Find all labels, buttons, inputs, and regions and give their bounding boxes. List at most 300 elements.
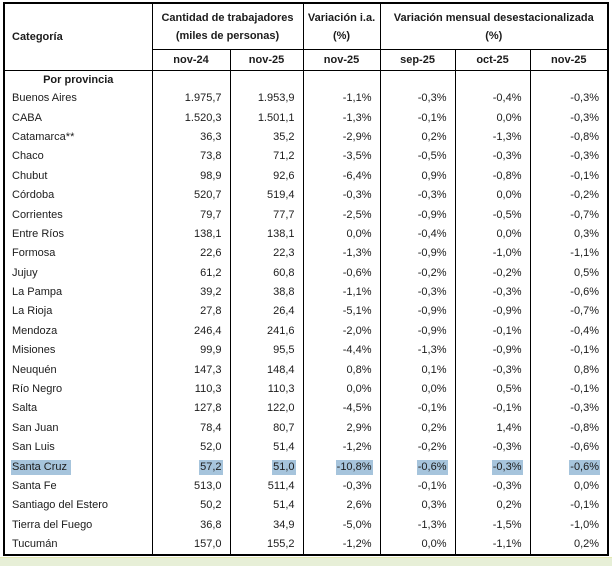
- cell-nov25: [230, 516, 303, 535]
- value-nov25-mensual: 0,5%: [573, 266, 600, 279]
- cell-sep25: [380, 186, 455, 205]
- province-name: CABA: [12, 111, 42, 124]
- value-nov25: 34,9: [273, 518, 295, 531]
- value-nov25: 80,7: [273, 421, 295, 434]
- cell-nov25: [230, 477, 303, 496]
- cell-nov25-mensual: [530, 419, 608, 438]
- value-nov25-mensual: -0,2%: [570, 189, 600, 202]
- cell-nov25: [230, 457, 303, 476]
- value-nov25: 22,3: [273, 247, 295, 260]
- value-nov25: 148,4: [266, 363, 295, 376]
- cell-nov25-mensual: [530, 477, 608, 496]
- group-subtitle-cantidad: (miles de personas): [175, 29, 280, 42]
- cell-variacion-ia: [303, 496, 380, 515]
- value-nov24: 73,8: [200, 150, 222, 163]
- value-sep25: 0,0%: [421, 538, 447, 551]
- value-nov25: 241,6: [266, 324, 295, 337]
- province-name: Salta: [12, 402, 38, 415]
- group-title-variacion-ia: Variación i.a.: [307, 11, 376, 24]
- cell-province-name: [4, 477, 152, 496]
- table-row: [4, 283, 608, 302]
- province-name: Mendoza: [12, 324, 58, 337]
- cell-nov25-mensual: [530, 380, 608, 399]
- cell-nov25-mensual: [530, 535, 608, 555]
- value-nov25: 51,0: [273, 460, 295, 473]
- cell-nov24: [152, 380, 230, 399]
- table-row: [4, 341, 608, 360]
- table-row: [4, 380, 608, 399]
- province-name: Jujuy: [12, 266, 38, 279]
- value-variacion-ia: 2,9%: [346, 421, 372, 434]
- table-row: [4, 147, 608, 166]
- value-nov24: 98,9: [200, 169, 222, 182]
- value-nov25: 60,8: [273, 266, 295, 279]
- value-nov25-mensual: -0,6%: [570, 286, 600, 299]
- cell-sep25: [380, 457, 455, 476]
- cell-oct25: [455, 380, 530, 399]
- empty-cell: [380, 71, 455, 90]
- value-nov25: 110,3: [267, 383, 295, 396]
- value-nov25-mensual: -0,7%: [570, 305, 600, 318]
- cell-variacion-ia: [303, 283, 380, 302]
- value-nov25: 95,5: [273, 344, 295, 357]
- value-sep25: -0,6%: [417, 460, 447, 473]
- value-nov24: 39,2: [200, 286, 222, 299]
- value-sep25: -0,5%: [417, 150, 447, 163]
- cell-sep25: [380, 147, 455, 166]
- cell-sep25: [380, 360, 455, 379]
- value-nov25-mensual: 0,3%: [573, 227, 600, 240]
- cell-variacion-ia: [303, 380, 380, 399]
- cell-province-name: [4, 457, 152, 476]
- cell-nov25: [230, 147, 303, 166]
- value-nov25-mensual: -0,8%: [570, 130, 600, 143]
- value-oct25: -0,1%: [492, 324, 522, 337]
- cell-province-name: [4, 496, 152, 515]
- cell-oct25: [455, 341, 530, 360]
- value-nov25: 35,2: [273, 130, 295, 143]
- cell-oct25: [455, 264, 530, 283]
- table-row: [4, 186, 608, 205]
- empty-cell: [152, 71, 230, 90]
- province-name: Tucumán: [12, 538, 58, 551]
- cell-nov25-mensual: [530, 302, 608, 321]
- cell-variacion-ia: [303, 399, 380, 418]
- table-body: [4, 71, 608, 90]
- cell-province-name: [4, 322, 152, 341]
- cell-sep25: [380, 244, 455, 263]
- cell-nov24: [152, 419, 230, 438]
- cell-oct25: [455, 496, 530, 515]
- cell-oct25: [455, 419, 530, 438]
- cell-sep25: [380, 128, 455, 147]
- cell-nov25-mensual: [530, 108, 608, 127]
- cell-province-name: [4, 341, 152, 360]
- value-sep25: -0,4%: [417, 227, 447, 240]
- cell-sep25: [380, 496, 455, 515]
- cell-province-name: [4, 360, 152, 379]
- cell-province-name: [4, 283, 152, 302]
- value-nov25-mensual: -0,6%: [570, 460, 600, 473]
- province-name: Misiones: [12, 344, 56, 357]
- value-variacion-ia: -3,5%: [342, 150, 372, 163]
- table-row: [4, 167, 608, 186]
- cell-nov24: [152, 205, 230, 224]
- value-variacion-ia: -1,1%: [342, 286, 372, 299]
- group-header-row: [4, 3, 608, 50]
- cell-nov25: [230, 380, 303, 399]
- cell-nov25-mensual: [530, 244, 608, 263]
- value-oct25: -0,3%: [492, 286, 522, 299]
- column-header-categoria: Categoría: [4, 3, 152, 71]
- cell-variacion-ia: [303, 341, 380, 360]
- value-variacion-ia: -5,0%: [342, 518, 372, 531]
- table-row: [4, 535, 608, 555]
- cell-nov24: [152, 264, 230, 283]
- value-nov25-mensual: -0,6%: [570, 441, 600, 454]
- cell-nov25: [230, 186, 303, 205]
- table-row: [4, 516, 608, 535]
- value-sep25: -0,3%: [417, 286, 447, 299]
- value-nov25-mensual: -0,3%: [570, 111, 600, 124]
- table-row: [4, 108, 608, 127]
- value-nov24: 110,3: [194, 383, 222, 396]
- column-header-oct25: oct-25: [455, 50, 530, 71]
- value-nov25: 138,1: [266, 227, 295, 240]
- value-nov24: 50,2: [200, 499, 222, 512]
- value-nov24: 78,4: [200, 421, 222, 434]
- province-name: Neuquén: [12, 363, 57, 376]
- value-sep25: -0,3%: [417, 189, 447, 202]
- value-oct25: -0,3%: [492, 480, 522, 492]
- value-variacion-ia: -4,4%: [342, 344, 372, 357]
- value-nov25-mensual: 0,8%: [573, 363, 600, 376]
- value-oct25: -0,1%: [492, 402, 522, 415]
- cell-oct25: [455, 457, 530, 476]
- value-nov25-mensual: -0,4%: [570, 324, 600, 337]
- cell-nov25: [230, 322, 303, 341]
- cell-nov25: [230, 399, 303, 418]
- cell-variacion-ia: [303, 302, 380, 321]
- cell-oct25: [455, 477, 530, 496]
- province-name: Corrientes: [12, 208, 63, 221]
- cell-nov24: [152, 244, 230, 263]
- table-row: [4, 128, 608, 147]
- cell-nov25: [230, 225, 303, 244]
- cell-nov25: [230, 283, 303, 302]
- table-row: [4, 205, 608, 224]
- province-name: Río Negro: [12, 383, 63, 396]
- value-variacion-ia: -0,6%: [342, 266, 372, 279]
- value-sep25: 0,0%: [421, 383, 447, 396]
- cell-variacion-ia: [303, 535, 380, 555]
- value-oct25: -0,3%: [492, 150, 522, 163]
- value-nov24: 27,8: [200, 305, 222, 318]
- cell-oct25: [455, 108, 530, 127]
- cell-nov25: [230, 419, 303, 438]
- cell-variacion-ia: [303, 516, 380, 535]
- table-row: [4, 302, 608, 321]
- value-oct25: -1,5%: [492, 518, 522, 531]
- value-sep25: 0,3%: [421, 499, 447, 512]
- column-header-nov25-mensual: nov-25: [530, 50, 608, 71]
- value-nov24: 99,9: [200, 344, 222, 357]
- value-nov25-mensual: -1,0%: [570, 518, 600, 531]
- cell-nov24: [152, 108, 230, 127]
- cell-province-name: [4, 205, 152, 224]
- cell-variacion-ia: [303, 205, 380, 224]
- cell-nov25-mensual: [530, 205, 608, 224]
- value-variacion-ia: -1,2%: [342, 538, 372, 551]
- column-header-sep25: sep-25: [380, 50, 455, 71]
- value-sep25: 0,2%: [421, 130, 447, 143]
- cell-oct25: [455, 322, 530, 341]
- value-nov25: 1.953,9: [257, 92, 295, 105]
- value-variacion-ia: -1,3%: [342, 247, 372, 260]
- group-title-variacion-mensual: Variación mensual desestacionalizada: [393, 11, 594, 24]
- value-variacion-ia: 2,6%: [346, 499, 372, 512]
- cell-oct25: [455, 399, 530, 418]
- value-nov24: 138,1: [193, 227, 222, 240]
- empty-cell: [230, 71, 303, 90]
- province-rows: [4, 89, 608, 555]
- cell-nov24: [152, 438, 230, 457]
- value-oct25: -0,3%: [492, 363, 522, 376]
- cell-province-name: [4, 380, 152, 399]
- value-oct25: 0,0%: [496, 189, 522, 202]
- value-nov24: 520,7: [193, 189, 222, 202]
- value-oct25: -1,0%: [492, 247, 522, 260]
- value-sep25: -1,3%: [417, 344, 447, 357]
- group-header-variacion-mensual: [380, 3, 608, 50]
- cell-nov24: [152, 128, 230, 147]
- cell-variacion-ia: [303, 225, 380, 244]
- cell-province-name: [4, 167, 152, 186]
- cell-nov24: [152, 322, 230, 341]
- cell-oct25: [455, 167, 530, 186]
- value-nov24: 1.975,7: [184, 92, 222, 105]
- empty-cell: [455, 71, 530, 90]
- cell-nov24: [152, 225, 230, 244]
- value-oct25: -0,8%: [492, 169, 522, 182]
- cell-nov25-mensual: [530, 167, 608, 186]
- value-sep25: 0,2%: [421, 421, 447, 434]
- table-row: [4, 264, 608, 283]
- group-header-variacion-ia: [303, 3, 380, 50]
- cell-nov25-mensual: [530, 147, 608, 166]
- cell-nov25-mensual: [530, 89, 608, 108]
- value-oct25: -0,3%: [492, 460, 522, 473]
- value-nov25-mensual: -0,7%: [570, 208, 600, 221]
- cell-nov25: [230, 264, 303, 283]
- cell-nov24: [152, 283, 230, 302]
- empty-cell: [303, 71, 380, 90]
- cell-nov25: [230, 302, 303, 321]
- value-nov25: 519,4: [266, 189, 295, 202]
- cell-nov24: [152, 516, 230, 535]
- cell-oct25: [455, 516, 530, 535]
- value-nov25-mensual: 0,0%: [573, 480, 600, 492]
- cell-sep25: [380, 205, 455, 224]
- value-nov24: 57,2: [200, 460, 222, 473]
- value-nov25-mensual: -0,3%: [570, 92, 600, 105]
- cell-nov25: [230, 496, 303, 515]
- value-nov25-mensual: 0,2%: [573, 538, 600, 551]
- cell-nov24: [152, 167, 230, 186]
- cell-nov25-mensual: [530, 457, 608, 476]
- value-nov24: 127,8: [193, 402, 222, 415]
- cell-nov25: [230, 535, 303, 555]
- cell-variacion-ia: [303, 477, 380, 496]
- value-nov24: 513,0: [193, 480, 222, 492]
- empty-cell: [530, 71, 608, 90]
- province-name: Santa Fe: [12, 480, 57, 492]
- value-variacion-ia: -5,1%: [342, 305, 372, 318]
- cell-nov25: [230, 89, 303, 108]
- cell-oct25: [455, 360, 530, 379]
- value-oct25: 0,5%: [496, 383, 522, 396]
- province-name: San Luis: [12, 441, 55, 454]
- value-sep25: -0,1%: [417, 111, 447, 124]
- cell-nov25: [230, 360, 303, 379]
- value-nov25-mensual: -0,1%: [570, 499, 600, 512]
- value-oct25: -0,3%: [492, 441, 522, 454]
- value-nov24: 157,0: [193, 538, 222, 551]
- value-nov24: 246,4: [193, 324, 222, 337]
- cell-nov25: [230, 341, 303, 360]
- cell-nov25: [230, 438, 303, 457]
- cell-sep25: [380, 438, 455, 457]
- value-sep25: -0,1%: [417, 480, 447, 492]
- cell-nov25-mensual: [530, 399, 608, 418]
- cell-nov25-mensual: [530, 264, 608, 283]
- value-nov25: 511,4: [267, 480, 295, 492]
- cell-province-name: [4, 128, 152, 147]
- table-row: [4, 496, 608, 515]
- cell-nov25-mensual: [530, 186, 608, 205]
- column-header-var-nov25: nov-25: [303, 50, 380, 71]
- value-nov25: 38,8: [273, 286, 295, 299]
- section-label: Por provincia: [4, 71, 152, 90]
- value-sep25: -0,9%: [417, 324, 447, 337]
- value-nov25: 51,4: [273, 441, 295, 454]
- value-sep25: 0,1%: [421, 363, 447, 376]
- group-title-cantidad: Cantidad de trabajadores: [161, 11, 294, 24]
- cell-nov25-mensual: [530, 341, 608, 360]
- value-variacion-ia: -6,4%: [342, 169, 372, 182]
- cell-oct25: [455, 225, 530, 244]
- cell-nov25: [230, 167, 303, 186]
- cell-nov24: [152, 89, 230, 108]
- value-sep25: -0,3%: [417, 92, 447, 105]
- province-name: Chaco: [12, 150, 44, 163]
- value-variacion-ia: -0,3%: [342, 189, 372, 202]
- cell-province-name: [4, 244, 152, 263]
- value-nov24: 61,2: [200, 266, 222, 279]
- value-variacion-ia: 0,0%: [346, 383, 372, 396]
- cell-variacion-ia: [303, 167, 380, 186]
- value-nov24: 52,0: [200, 441, 222, 454]
- cell-nov25-mensual: [530, 516, 608, 535]
- cell-variacion-ia: [303, 457, 380, 476]
- cell-sep25: [380, 322, 455, 341]
- value-oct25: -1,3%: [492, 130, 522, 143]
- cell-sep25: [380, 419, 455, 438]
- value-nov25: 92,6: [273, 169, 295, 182]
- value-variacion-ia: -1,1%: [342, 92, 372, 105]
- cell-sep25: [380, 516, 455, 535]
- cell-province-name: [4, 108, 152, 127]
- table-row: [4, 225, 608, 244]
- group-subtitle-variacion-ia: (%): [332, 29, 351, 42]
- cell-province-name: [4, 147, 152, 166]
- value-nov25: 122,0: [266, 402, 295, 415]
- cell-oct25: [455, 128, 530, 147]
- cell-nov24: [152, 186, 230, 205]
- value-sep25: -0,9%: [417, 208, 447, 221]
- cell-province-name: [4, 302, 152, 321]
- cell-sep25: [380, 89, 455, 108]
- cell-sep25: [380, 477, 455, 496]
- cell-sep25: [380, 302, 455, 321]
- value-oct25: -0,5%: [492, 208, 522, 221]
- value-nov24: 22,6: [200, 247, 222, 260]
- cell-variacion-ia: [303, 108, 380, 127]
- table-row: [4, 399, 608, 418]
- cell-sep25: [380, 108, 455, 127]
- cell-variacion-ia: [303, 244, 380, 263]
- cell-oct25: [455, 89, 530, 108]
- column-header-nov24: nov-24: [152, 50, 230, 71]
- province-name: Entre Ríos: [12, 227, 64, 240]
- cell-nov25-mensual: [530, 322, 608, 341]
- value-sep25: -0,9%: [417, 247, 447, 260]
- cell-nov24: [152, 341, 230, 360]
- province-name: Córdoba: [12, 189, 55, 202]
- cell-province-name: [4, 89, 152, 108]
- value-variacion-ia: -10,8%: [336, 460, 372, 473]
- cell-sep25: [380, 225, 455, 244]
- cell-province-name: [4, 419, 152, 438]
- cell-nov25: [230, 205, 303, 224]
- value-oct25: 1,4%: [496, 421, 522, 434]
- value-nov24: 147,3: [193, 363, 222, 376]
- cell-variacion-ia: [303, 89, 380, 108]
- value-nov24: 1.520,3: [184, 111, 222, 124]
- table-row: [4, 477, 608, 496]
- value-variacion-ia: -1,3%: [342, 111, 372, 124]
- cell-oct25: [455, 535, 530, 555]
- cell-variacion-ia: [303, 322, 380, 341]
- value-oct25: -0,9%: [492, 305, 522, 318]
- column-header-nov25: nov-25: [230, 50, 303, 71]
- cell-nov24: [152, 477, 230, 496]
- cell-variacion-ia: [303, 186, 380, 205]
- table-row: [4, 89, 608, 108]
- value-variacion-ia: -2,0%: [342, 324, 372, 337]
- cell-province-name: [4, 535, 152, 555]
- cell-nov24: [152, 535, 230, 555]
- value-nov25-mensual: -1,1%: [570, 247, 600, 260]
- value-nov25-mensual: -0,8%: [570, 421, 600, 434]
- group-header-cantidad: [152, 3, 303, 50]
- value-oct25: -1,1%: [492, 538, 522, 551]
- cell-province-name: [4, 186, 152, 205]
- value-nov25-mensual: -0,1%: [570, 383, 600, 396]
- province-name: San Juan: [12, 421, 59, 434]
- cell-nov25: [230, 108, 303, 127]
- value-nov24: 79,7: [200, 208, 222, 221]
